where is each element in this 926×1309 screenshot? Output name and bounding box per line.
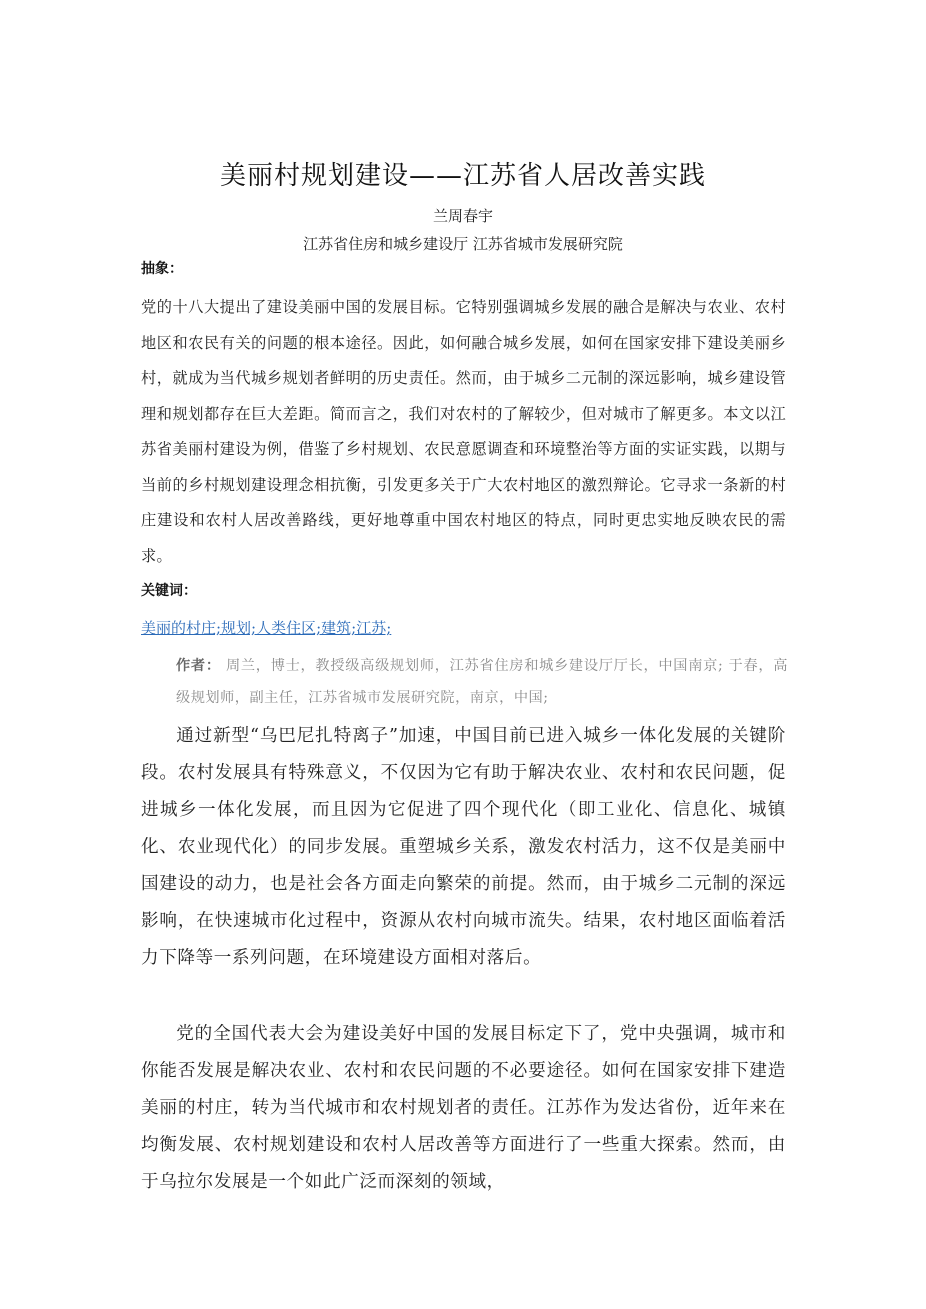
keywords-link[interactable]: 美丽的村庄;规划;人类住区;建筑;江苏; xyxy=(141,619,392,637)
abstract-text: 党的十八大提出了建设美丽中国的发展目标。它特别强调城乡发展的融合是解决与农业、农村地区和农民有关的问题的根本途径。因此，如何融合城乡发展，如何在国家安排下建设美丽乡村，就成为当代城乡规划者鲜明的历史责任。然而，由于城乡二元制的深远影响，城乡建设管理和规划都存在巨大差距。简而言之，我们对农村的了解较少，但对城市了解更多。本文以江苏省美丽村建设为例，借鉴了乡村规划、农民意愿调查和环境整治等方面的实证实践，以期与当前的乡村规划建设理念相抗衡，引发更多关于广大农村地区的激烈辩论。它寻求一条新的村庄建设和农村人居改善路线，更好地尊重中国农村地区的特点，同时更忠实地反映农民的需求。 xyxy=(141,298,786,565)
author-affiliation: 江苏省住房和城乡建设厅 江苏省城市发展研究院 xyxy=(303,235,623,253)
body-paragraph: 通过新型“乌巴尼扎特离子”加速，中国目前已进入城乡一体化发展的关键阶段。农村发展具有特殊意义，不仅因为它有助于解决农业、农村和农民问题，促进城乡一体化发展，而且因为它促进了四个现代化（即工业化、信息化、城镇化、农业现代化）的同步发展。重塑城乡关系，激发农村活力，这不仅是美丽中国建设的动力，也是社会各方面走向繁荣的前提。然而，由于城乡二元制的深远影响，在快速城市化过程中，资源从农村向城市流失。结果，农村地区面临着活力下降等一系列问题，在环境建设方面相对落后。 xyxy=(141,726,786,968)
keywords-heading: 关键词： xyxy=(141,583,197,599)
paper-title: 美丽村规划建设——江苏省人居改善实践 xyxy=(219,161,706,191)
paper-author: 兰周春宇 xyxy=(432,207,493,225)
author-info-label: 作者： xyxy=(176,658,221,674)
author-info xyxy=(176,650,788,714)
abstract-heading: 抽象： xyxy=(141,261,183,277)
body-paragraph: 党的全国代表大会为建设美好中国的发展目标定下了，党中央强调，城市和你能否发展是解决农业、农村和农民问题的不必要途径。如何在国家安排下建造美丽的村庄，转为当代城市和农村规划者的责任。江苏作为发达省份，近年来在均衡发展、农村规划建设和农村人居改善等方面进行了一些重大探索。然而，由于乌拉尔发展是一个如此广泛而深刻的领域， xyxy=(141,1024,786,1192)
author-info-text: 周兰，博士，教授级高级规划师，江苏省住房和城乡建设厅厅长，中国南京; 于春，高级规划师，副主任，江苏省城市发展研究院，南京，中国; xyxy=(176,658,788,706)
